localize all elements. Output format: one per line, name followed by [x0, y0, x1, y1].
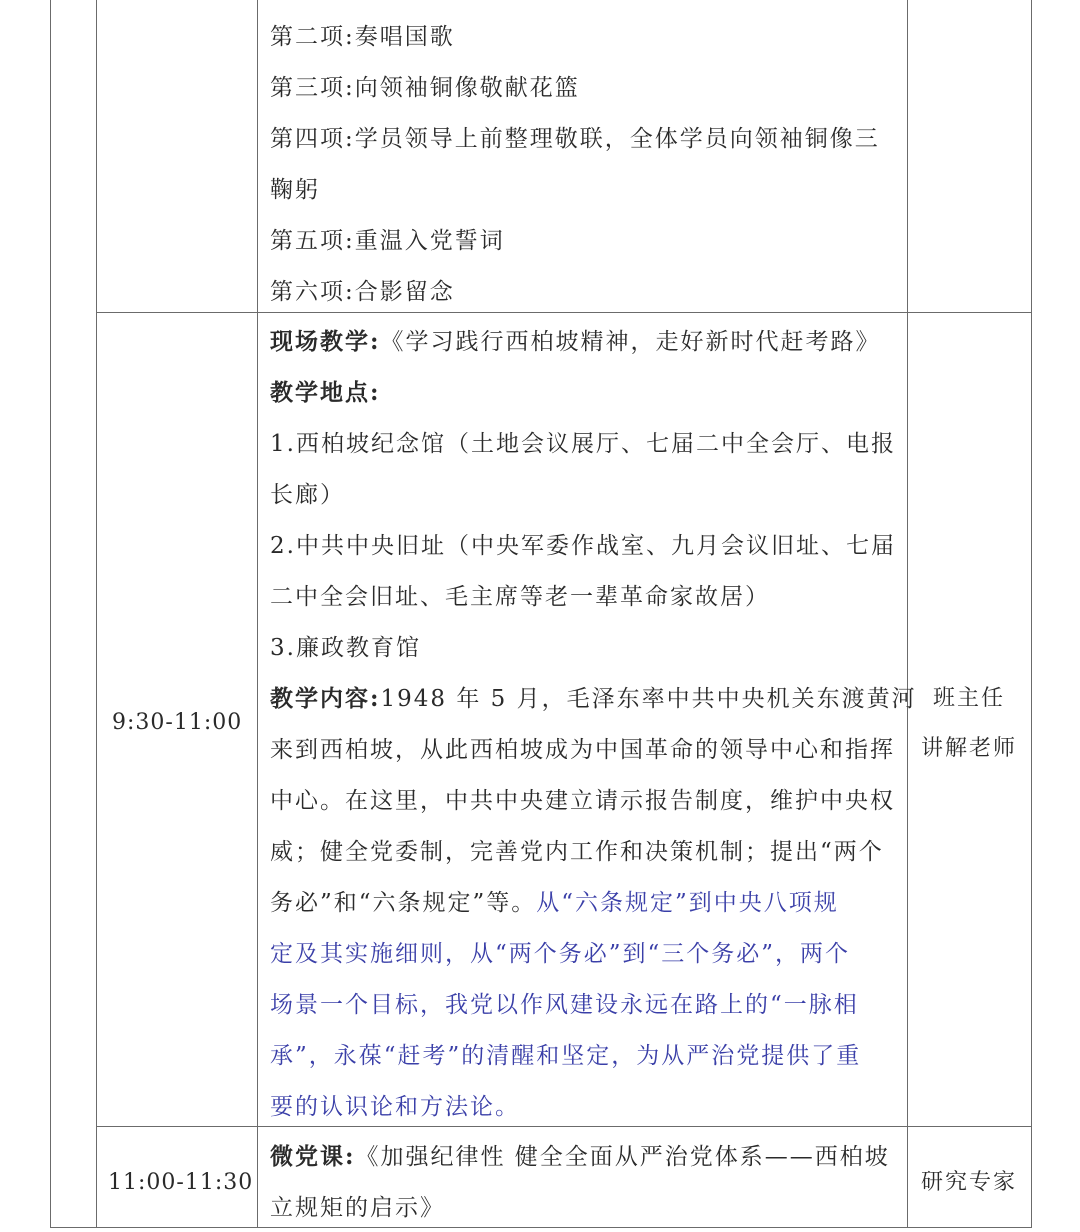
text-line	[270, 939, 850, 969]
text-span: 《加强纪律性 健全全面从严治党体系——西柏坡	[355, 1144, 890, 1170]
highlighted-text: 场景一个目标，我党以作风建设永远在路上的“一脉相	[270, 992, 859, 1018]
text-line	[270, 990, 859, 1020]
text-line	[270, 1092, 520, 1122]
text-span: 中心。在这里，中共中央建立请示报告制度，维护中央权	[270, 788, 895, 814]
text-line	[270, 888, 839, 918]
text-line	[270, 1193, 445, 1223]
text-line	[270, 277, 455, 307]
highlighted-text: 从“六条规定”到中央八项规	[536, 890, 839, 916]
table-border-col1	[96, 0, 97, 1228]
text-line	[270, 226, 505, 256]
text-line	[270, 582, 770, 612]
text-line	[270, 22, 455, 52]
text-line	[270, 1142, 890, 1172]
text-span: 第六项:合影留念	[270, 279, 455, 305]
text-span: 长廊）	[270, 482, 345, 508]
text-line	[270, 684, 917, 714]
table-border-bottom	[50, 1227, 1032, 1228]
text-span: 第五项:重温入党誓词	[270, 228, 505, 254]
text-line	[270, 786, 895, 816]
highlighted-text: 要的认识论和方法论。	[270, 1094, 520, 1120]
text-line	[270, 837, 884, 867]
table-border-right	[1031, 0, 1032, 1228]
text-span: 立规矩的启示》	[270, 1195, 445, 1221]
highlighted-text: 承”，永葆“赶考”的清醒和坚定，为从严治党提供了重	[270, 1043, 862, 1069]
text-span: 鞠躬	[270, 177, 320, 203]
text-span: 二中全会旧址、毛主席等老一辈革命家故居）	[270, 584, 770, 610]
highlighted-text: 定及其实施细则，从“两个务必”到“三个务必”，两个	[270, 941, 851, 967]
table-border-left	[50, 0, 51, 1228]
text-span: 1948 年 5 月，毛泽东率中共中央机关东渡黄河	[380, 686, 917, 712]
text-span: 1.西柏坡纪念馆（土地会议展厅、七届二中全会厅、电报	[270, 431, 896, 457]
text-span: 第四项:学员领导上前整理敬联，全体学员向领袖铜像三	[270, 126, 880, 152]
text-line	[270, 1041, 861, 1071]
text-line	[270, 73, 580, 103]
text-line	[270, 480, 345, 510]
table-border-col2	[257, 0, 258, 1228]
text-line	[270, 429, 896, 459]
staff-name: 讲解老师	[920, 736, 1017, 761]
text-line	[270, 531, 896, 561]
bold-label: 微党课:	[270, 1143, 356, 1170]
staff-cell	[908, 684, 1030, 764]
time-cell: 11:00-11:30	[108, 1170, 254, 1195]
text-span: 威；健全党委制，完善党内工作和决策机制；提出“两个	[270, 839, 884, 865]
text-line	[270, 327, 881, 357]
time-cell: 9:30-11:00	[112, 710, 243, 735]
text-line	[270, 378, 381, 408]
text-span: 务必”和“六条规定”等。	[270, 890, 537, 916]
text-span: 3.廉政教育馆	[270, 635, 421, 661]
text-span: 第二项:奏唱国歌	[270, 24, 455, 50]
text-line	[270, 735, 895, 765]
bold-label: 教学地点:	[270, 379, 381, 406]
row-divider	[96, 312, 1032, 313]
table-border-col3	[907, 0, 908, 1228]
staff-name: 研究专家	[920, 1170, 1017, 1195]
text-span: 《学习践行西柏坡精神，走好新时代赶考路》	[380, 329, 881, 355]
text-line	[270, 124, 880, 154]
bold-label: 教学内容:	[270, 685, 381, 712]
bold-label: 现场教学:	[270, 328, 381, 355]
staff-name: 班主任	[932, 686, 1005, 711]
text-span: 2.中共中央旧址（中央军委作战室、九月会议旧址、七届	[270, 533, 896, 559]
text-span: 第三项:向领袖铜像敬献花篮	[270, 75, 580, 101]
text-line	[270, 633, 421, 663]
staff-cell	[908, 1168, 1030, 1198]
row-divider	[96, 1126, 1032, 1127]
text-span: 来到西柏坡，从此西柏坡成为中国革命的领导中心和指挥	[270, 737, 895, 763]
text-line	[270, 175, 320, 205]
